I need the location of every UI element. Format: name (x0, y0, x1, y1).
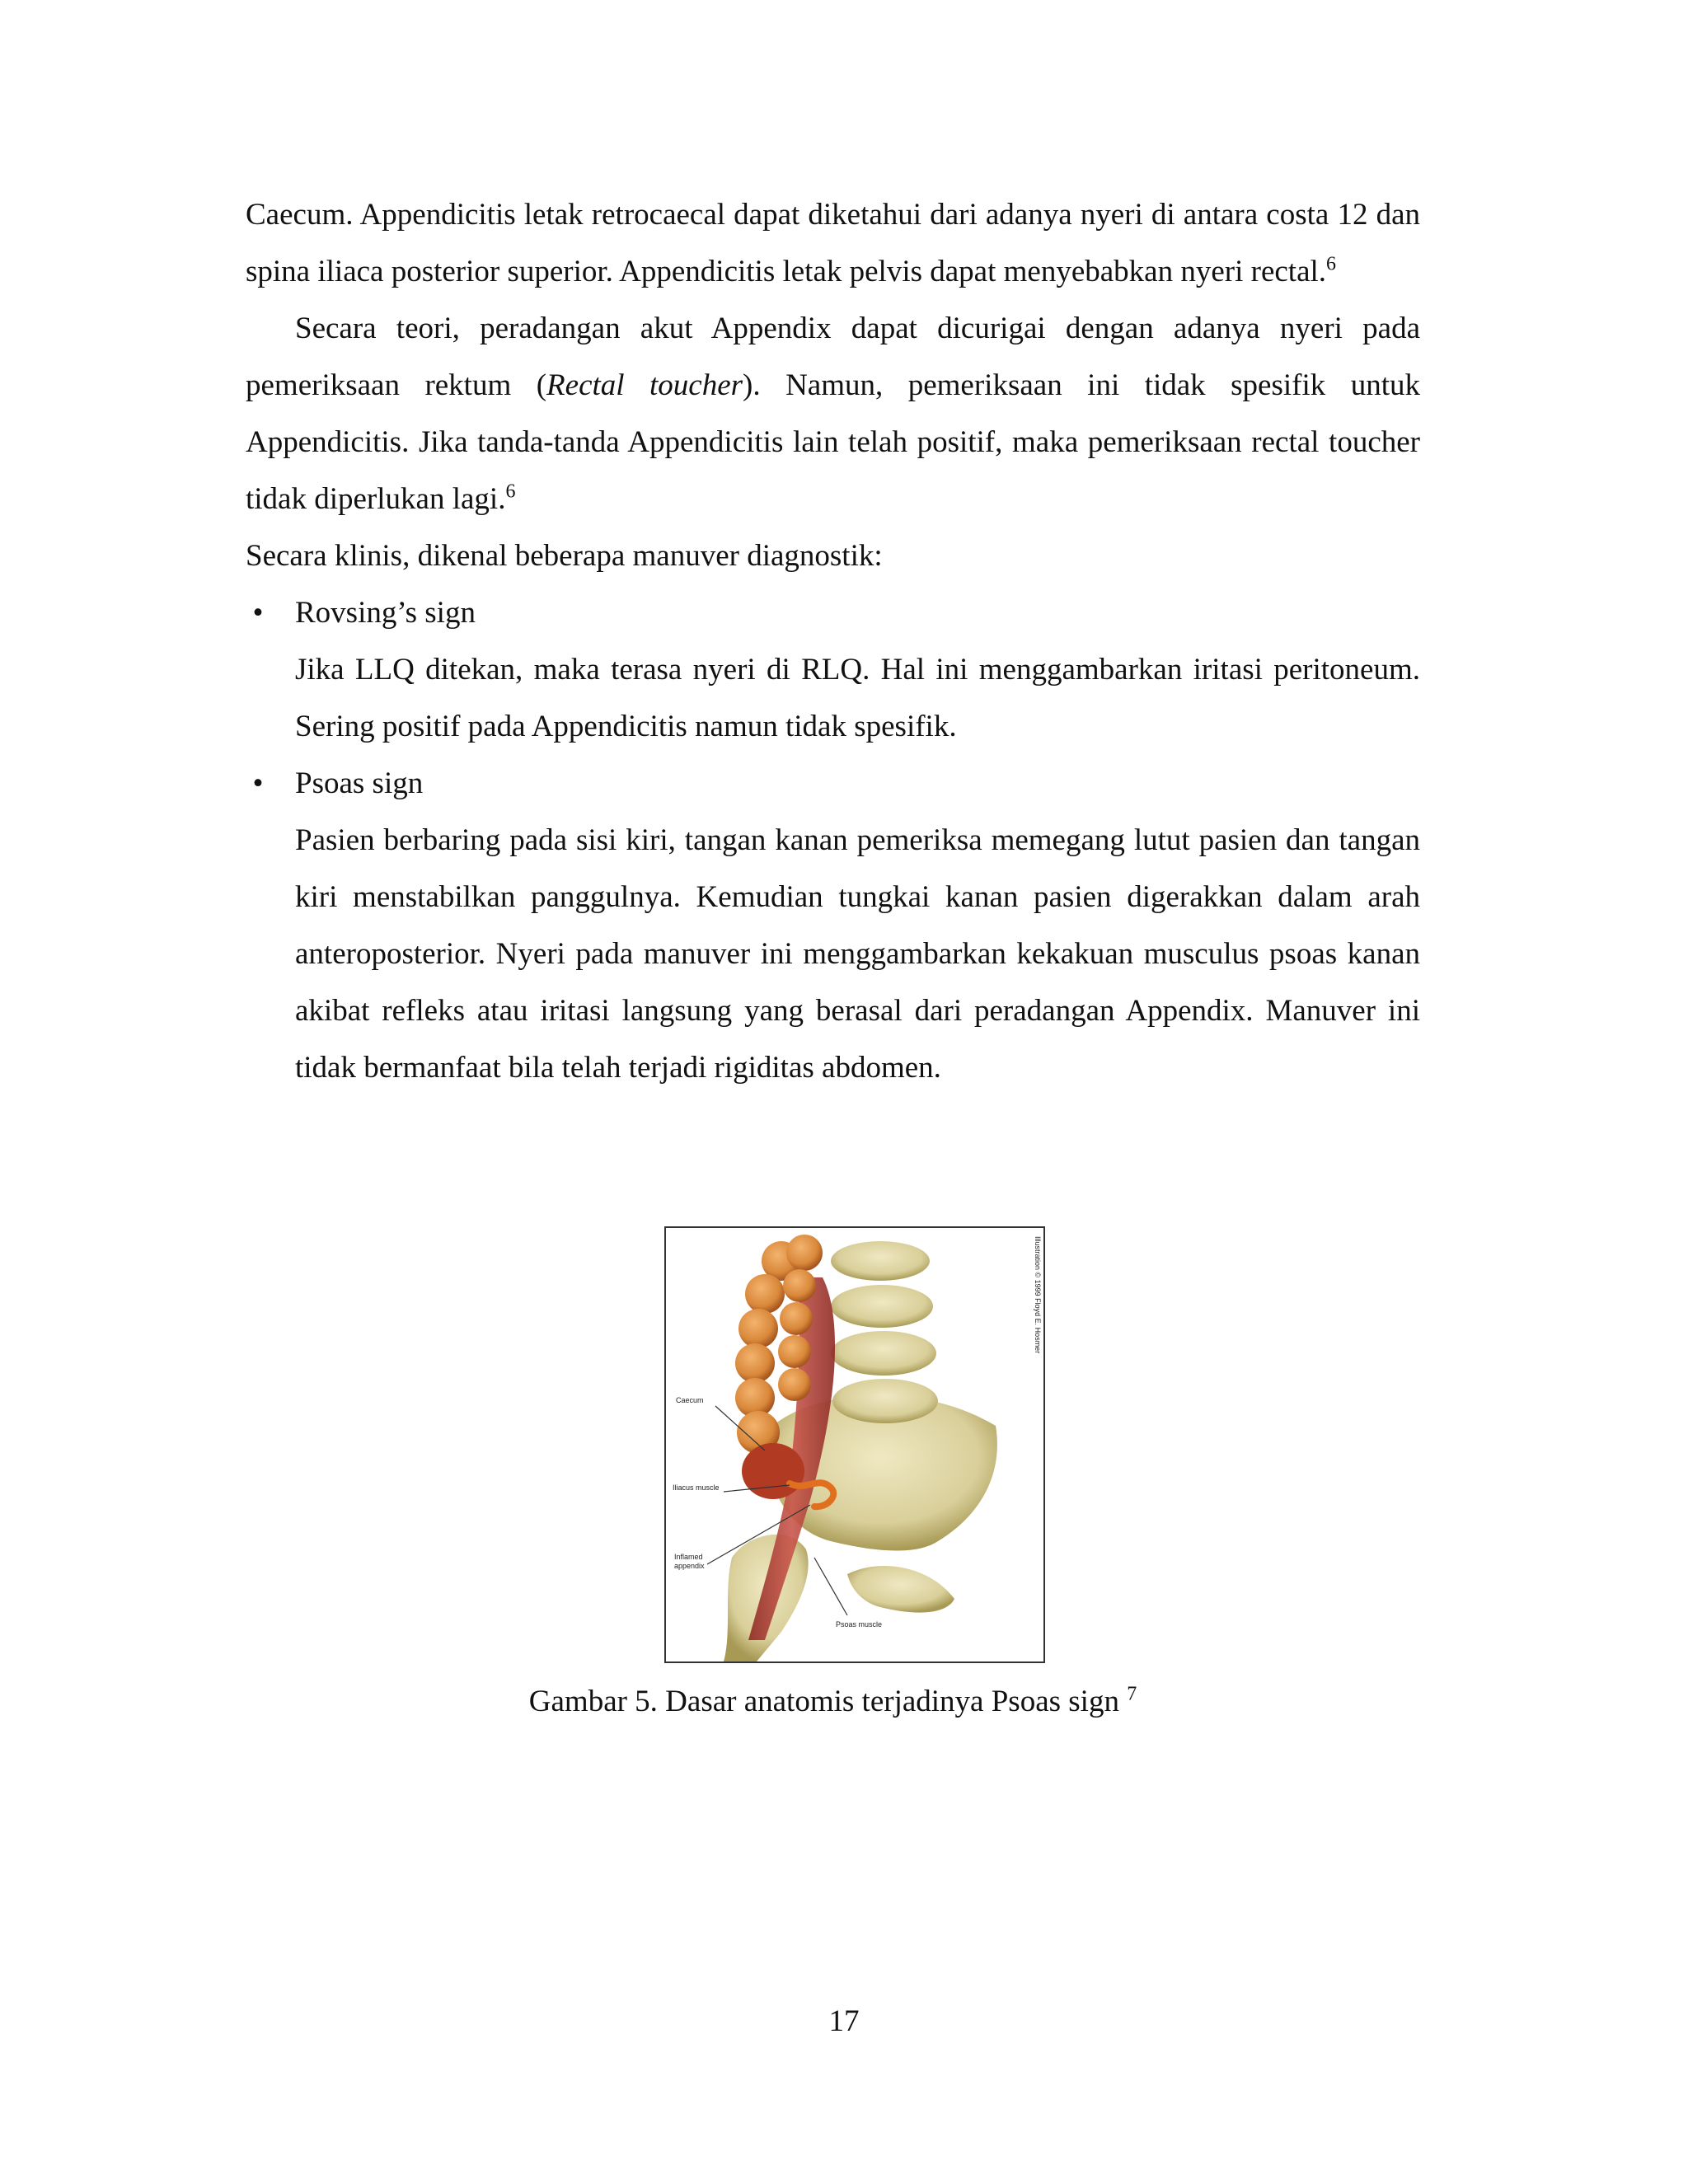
paragraph-1 (246, 186, 1420, 300)
bullet-icon: • (252, 596, 264, 630)
bullet-description: Jika LLQ ditekan, maka terasa nyeri di RLQ. Hal ini menggambarkan iritasi peritoneum. Sering positif pada Appendicitis namun tidak spesifik. (295, 653, 1420, 743)
figure-caption (246, 1681, 1420, 1722)
reference-superscript: 6 (505, 480, 516, 503)
anatomy-illustration (666, 1228, 1043, 1661)
spine-vertebrae (831, 1241, 938, 1423)
bullet-title: Rovsing’s sign (295, 596, 476, 630)
bullet-icon: • (252, 766, 264, 800)
bullet-item-psoas (246, 755, 1420, 812)
label-iliacus: Iliacus muscle (673, 1483, 720, 1492)
bullet-description: Pasien berbaring pada sisi kiri, tangan kanan pemeriksa memegang lutut pasien dan tangan kiri menstabilkan panggulnya. Kemudian tungkai kanan pasien digerakkan dalam arah anteroposterior. Nyeri pada manuver ini menggambarkan kekakuan musculus psoas kanan akibat refleks atau iritasi langsung yang berasal dari peradangan Appendix. Manuver ini tidak bermanfaat bila telah terjadi rigiditas abdomen. (295, 823, 1420, 1085)
caption-text: Gambar 5. Dasar anatomis terjadinya Psoas sign (528, 1685, 1119, 1718)
label-psoas: Psoas muscle (836, 1620, 883, 1629)
bullet-item-rovsing (246, 584, 1420, 641)
paragraph-1-text: Caecum. Appendicitis letak retrocaecal dapat diketahui dari adanya nyeri di antara costa 12 dan spina iliaca posterior superior. Appendicitis letak pelvis dapat menyebabkan nyeri rectal. (246, 198, 1420, 288)
anatomy-figure (664, 1226, 1045, 1663)
caecum (742, 1443, 804, 1499)
reference-superscript: 7 (1127, 1683, 1137, 1705)
paragraph-2-text-b: ). Namun, pemeriksaan ini tidak spesifik untuk Appendicitis. Jika tanda-tanda Appendicitis lain telah positif, maka pemeriksaan rectal toucher tidak diperlukan lagi. (246, 368, 1421, 516)
paragraph-2 (246, 300, 1420, 527)
reference-superscript: 6 (1326, 253, 1337, 275)
label-caecum: Caecum (676, 1396, 704, 1404)
illustration-credit: Illustration © 1999 Floyd E. Hosmer (1034, 1236, 1042, 1354)
paragraph-2-italic: Rectal toucher (546, 368, 743, 402)
label-appendix-1: Inflamed (674, 1553, 703, 1561)
bullet-title: Psoas sign (295, 766, 424, 800)
page-number: 17 (828, 2004, 860, 2038)
label-appendix-2: appendix (674, 1562, 705, 1570)
paragraph-3: Secara klinis, dikenal beberapa manuver diagnostik: (246, 539, 883, 573)
pubic-bone (847, 1566, 954, 1613)
paragraph-2-text-a: Secara teori, peradangan akut Appendix dapat dicurigai dengan adanya nyeri pada pemeriksaan rektum ( (246, 312, 1420, 402)
body-text (246, 186, 1420, 1096)
